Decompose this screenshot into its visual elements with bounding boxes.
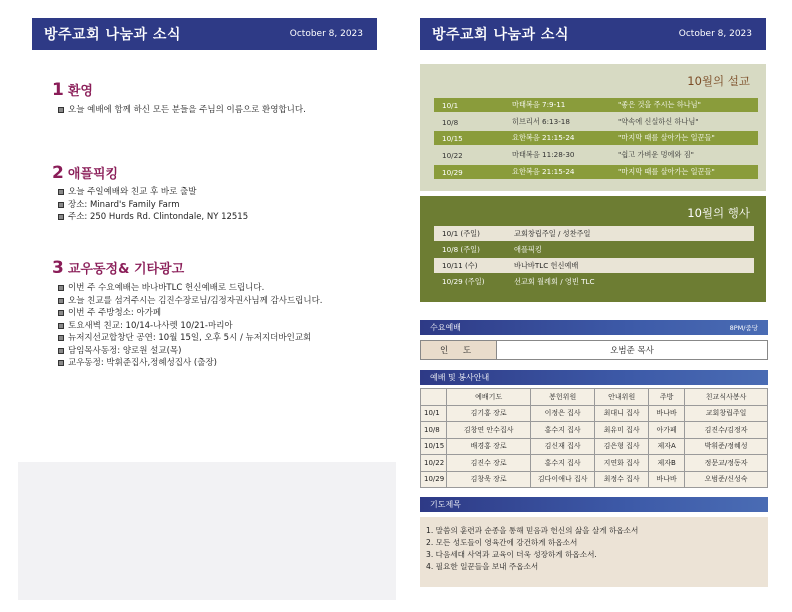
list-item: 오늘 주일예배와 친교 후 바로 출발 bbox=[58, 186, 248, 199]
section-number: 2 bbox=[52, 163, 64, 183]
page-date: October 8, 2023 bbox=[678, 29, 752, 39]
list-item: 토요새벽 친교: 10/14-나사렛 10/21-마리아 bbox=[58, 320, 323, 333]
prayer-list bbox=[420, 517, 768, 587]
section-welcome-list bbox=[58, 104, 306, 117]
service-guide-title: 예배 및 봉사안내 bbox=[430, 373, 490, 382]
page-title: 방주교회 나눔과 소식 bbox=[432, 27, 569, 43]
wednesday-service-title: 수요예배 bbox=[430, 323, 461, 332]
table-row: 10/22 김진수 장로 홍수지 집사 지연화 집사 제자B 정문교/정동자 bbox=[421, 455, 768, 472]
list-item: 뉴저지선교합창단 공연: 10월 15일, 오후 5시 / 뉴저지더바인교회 bbox=[58, 332, 323, 345]
leader-name: 오범준 목사 bbox=[610, 346, 654, 356]
section-welcome-title bbox=[52, 80, 93, 100]
bullet-square-icon bbox=[58, 310, 64, 316]
prayer-item: 1. 말씀의 훈련과 순종을 통해 믿음과 헌신의 삶을 살게 하옵소서 bbox=[426, 526, 639, 535]
list-item: 장소: Minard's Family Farm bbox=[58, 199, 248, 212]
section-heading: 환영 bbox=[67, 84, 93, 99]
section-apple-title bbox=[52, 163, 118, 183]
prayer-bar bbox=[420, 497, 768, 512]
service-guide-bar bbox=[420, 370, 768, 385]
bullet-square-icon bbox=[58, 189, 64, 195]
prayer-title: 기도제목 bbox=[430, 500, 461, 509]
leader-label: 인 도 bbox=[421, 341, 497, 359]
page-date: October 8, 2023 bbox=[289, 29, 363, 39]
section-news-list bbox=[58, 282, 323, 370]
sermon-row: 10/29 요한복음 21:15-24 "마지막 때를 살아가는 일꾼들" bbox=[434, 165, 758, 179]
sermon-row: 10/22 마태복음 11:28-30 "쉽고 가벼운 멍에와 짐" bbox=[442, 150, 694, 160]
bullet-square-icon bbox=[58, 298, 64, 304]
bullet-square-icon bbox=[58, 360, 64, 366]
section-heading: 애플픽킹 bbox=[67, 167, 119, 182]
bullet-square-icon bbox=[58, 214, 64, 220]
sermon-schedule-title: 10월의 설교 bbox=[687, 74, 750, 88]
table-row: 10/15 배경홍 장로 김신재 집사 김은형 집사 제자A 박휘준/정혜성 bbox=[421, 438, 768, 455]
page-header-right bbox=[420, 18, 766, 50]
list-item: 오늘 예배에 함께 하신 모든 분들을 주님의 이름으로 환영합니다. bbox=[58, 104, 306, 117]
list-item: 교우동정: 박휘준집사,정혜성집사 (출장) bbox=[58, 357, 323, 370]
list-item: 오늘 친교를 섬겨주시는 김진수장로님/김정자권사님께 감사드립니다. bbox=[58, 295, 323, 308]
section-heading: 교우동정& 기타광고 bbox=[67, 262, 185, 277]
bullet-square-icon bbox=[58, 285, 64, 291]
event-row: 10/1 (주일) 교회창립주일 / 성찬주일 bbox=[434, 226, 754, 241]
bullet-square-icon bbox=[58, 335, 64, 341]
section-apple-list bbox=[58, 186, 248, 224]
list-item: 이번 주 주방청소: 아가페 bbox=[58, 307, 323, 320]
blank-panel bbox=[18, 462, 396, 600]
sermon-schedule bbox=[420, 64, 766, 191]
event-schedule bbox=[420, 196, 766, 302]
page-header-left bbox=[32, 18, 377, 50]
section-news-title bbox=[52, 258, 184, 278]
section-number: 1 bbox=[52, 80, 64, 100]
table-row: 10/8 김창연 안수집사 홍수지 집사 최유미 집사 아가페 김진수/김정자 bbox=[421, 422, 768, 439]
table-header-row: 예배기도 봉헌위원 안내위원 주방 친교식사봉사 bbox=[421, 389, 768, 406]
sermon-row: 10/15 요한복음 21:15-24 "마지막 때를 살아가는 일꾼들" bbox=[434, 131, 758, 145]
page-title: 방주교회 나눔과 소식 bbox=[44, 27, 181, 43]
bullet-square-icon bbox=[58, 348, 64, 354]
list-item: 주소: 250 Hurds Rd. Clintondale, NY 12515 bbox=[58, 211, 248, 224]
bullet-square-icon bbox=[58, 107, 64, 113]
service-table bbox=[420, 388, 768, 488]
event-schedule-title: 10월의 행사 bbox=[687, 206, 750, 220]
event-row: 10/8 (주일) 애플픽킹 bbox=[442, 244, 542, 254]
bullet-square-icon bbox=[58, 323, 64, 329]
prayer-item: 4. 필요한 일꾼들을 보내 주옵소서 bbox=[426, 562, 539, 571]
prayer-item: 3. 다음세대 사역과 교육이 더욱 성장하게 하옵소서. bbox=[426, 550, 597, 559]
event-row: 10/29 (주일) 선교회 월례회 / 영빈 TLC bbox=[442, 276, 595, 286]
table-row: 10/1 김기홍 장로 이정은 집사 최대니 집사 바나바 교회창립주일 bbox=[421, 405, 768, 422]
sermon-row: 10/1 마태복음 7:9-11 "좋은 것을 주시는 하나님" bbox=[434, 98, 758, 112]
list-item: 이번 주 수요예배는 바나바TLC 헌신예배로 드립니다. bbox=[58, 282, 323, 295]
event-row: 10/11 (수) 바나바TLC 헌신예배 bbox=[434, 258, 754, 273]
list-item: 담임목사동정: 양로원 설교(목) bbox=[58, 345, 323, 358]
wednesday-service-time: 8PM/줌당 bbox=[729, 324, 758, 332]
sermon-row: 10/8 히브리서 6:13-18 "약속에 신실하신 하나님" bbox=[442, 117, 699, 127]
wednesday-leader-row bbox=[420, 340, 768, 360]
prayer-item: 2. 모든 성도들이 영육간에 강건하게 하옵소서 bbox=[426, 538, 578, 547]
wednesday-service-bar bbox=[420, 320, 768, 335]
table-row: 10/29 김창욱 장로 김다이애나 집사 최정수 집사 바나바 오범준/신성숙 bbox=[421, 471, 768, 488]
section-number: 3 bbox=[52, 258, 64, 278]
bullet-square-icon bbox=[58, 202, 64, 208]
